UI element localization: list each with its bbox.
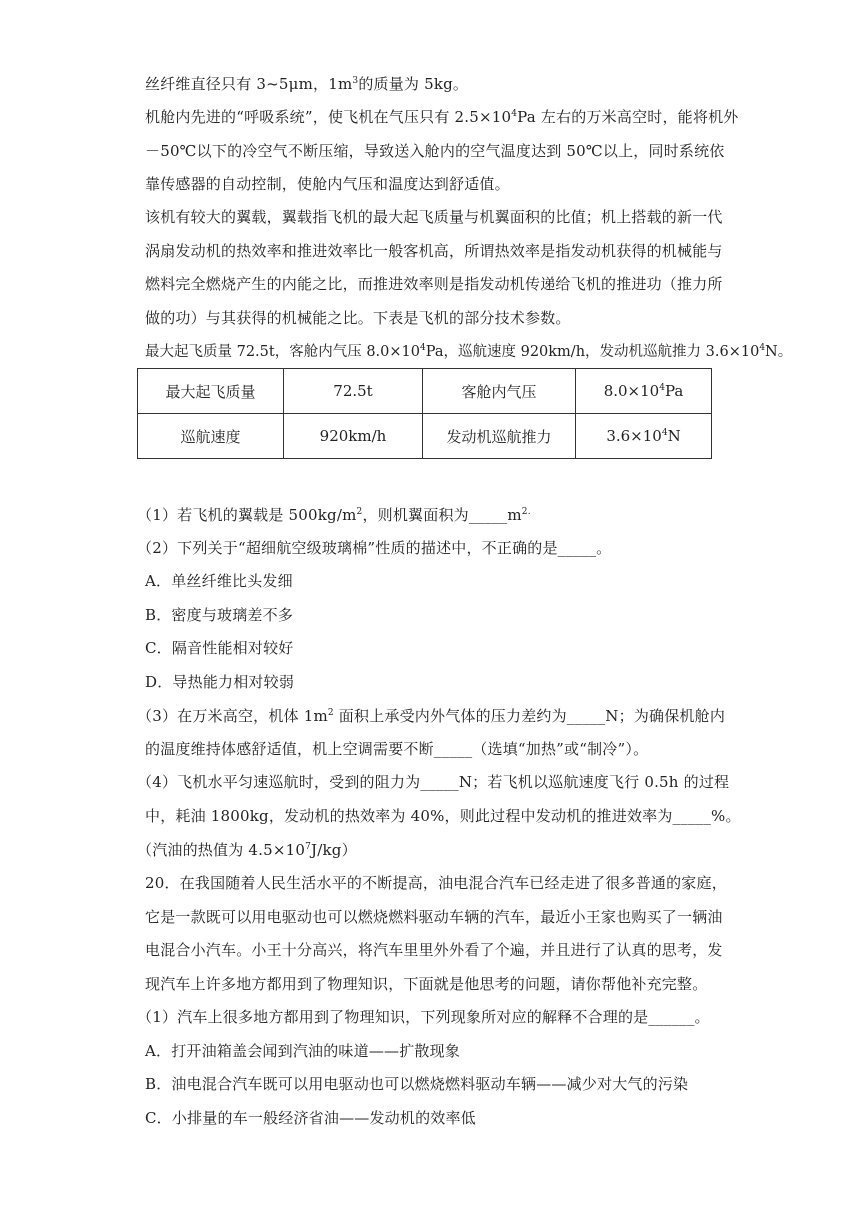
question-line: （3）在万米高空，机体 $1m^2$ 面积上承受内外气体的压力差约为_____N；为确保机舱内 [137, 707, 726, 725]
table-cell: 发动机巡航推力 [423, 414, 576, 459]
table-row [138, 414, 712, 459]
passage-line: 机舱内先进的“呼吸系统”，使飞机在气压只有 $2.5\times 10^4Pa$ 左右的万米高空时，能将机外 [145, 108, 739, 126]
question-20-stem: 现汽车上许多地方都用到了物理知识，下面就是他思考的问题，请你帮他补充完整。 [145, 975, 708, 993]
passage-line: 最大起飞质量 72.5t，客舱内气压 $8.0\times 10^4Pa$，巡航速度 920km/h，发动机巡航推力 $3.6\times 10^4N$。 [145, 343, 793, 360]
question-20-stem: 20．在我国随着人民生活水平的不断提高，油电混合汽车已经走进了很多普通的家庭， [145, 874, 727, 892]
question-line: （1）若飞机的翼载是 $500kg/m^2$，则机翼面积为$\_\_\_\_\_m^{2.}$ [137, 506, 531, 524]
question-line: （1）汽车上很多地方都用到了物理知识，下列现象所对应的解释不合理的是______。 [137, 1008, 710, 1026]
passage-line: 该机有较大的翼载，翼载指飞机的最大起飞质量与机翼面积的比值；机上搭载的新一代 [145, 208, 723, 226]
option-c: C．小排量的车一般经济省油——发动机的效率低 [145, 1109, 476, 1127]
passage-line: 靠传感器的自动控制，使舱内气压和温度达到舒适值。 [145, 175, 510, 193]
option-a: A．单丝纤维比头发细 [145, 572, 293, 590]
option-c: C．隔音性能相对较好 [145, 639, 294, 657]
spec-table [137, 368, 712, 459]
table-cell: 72.5t [284, 369, 423, 414]
passage-line: 燃料完全燃烧产生的内能之比，而推进效率则是指发动机传递给飞机的推进功（推力所 [145, 275, 723, 293]
table-cell: 920km/h [284, 414, 423, 459]
table-cell: $3.6\times 10^4N$ [576, 414, 712, 459]
passage-line: 丝纤维直径只有 3~5μm，$1m^3$的质量为 5kg。 [145, 75, 469, 93]
option-b: B．密度与玻璃差不多 [145, 606, 294, 624]
question-20-stem: 电混合小汽车。小王十分高兴，将汽车里里外外看了个遍，并且进行了认真的思考，发 [145, 941, 723, 959]
table-row [138, 369, 712, 414]
question-line: （汽油的热值为 $4.5\times 10^7J/kg$） [137, 841, 357, 859]
table-cell: $8.0\times 10^4Pa$ [576, 369, 712, 414]
option-b: B．油电混合汽车既可以用电驱动也可以燃烧燃料驱动车辆——减少对大气的污染 [145, 1075, 689, 1093]
passage-line: 做的功）与其获得的机械能之比。下表是飞机的部分技术参数。 [145, 309, 571, 327]
question-line: （4）飞机水平匀速巡航时，受到的阻力为_____N；若飞机以巡航速度飞行 0.5h 的过程 [137, 773, 730, 791]
question-20-stem: 它是一款既可以用电驱动也可以燃烧燃料驱动车辆的汽车，最近小王家也购买了一辆油 [145, 908, 723, 926]
passage-line: －50℃以下的冷空气不断压缩，导致送入舱内的空气温度达到 50℃以上，同时系统依 [145, 142, 725, 160]
option-a: A．打开油箱盖会闻到汽油的味道——扩散现象 [145, 1042, 461, 1060]
question-line: 的温度维持体感舒适值，机上空调需要不断_____（选填“加热”或“制冷”）。 [145, 740, 649, 758]
question-line: 中，耗油 1800kg，发动机的热效率为 40%，则此过程中发动机的推进效率为_____%。 [145, 807, 741, 825]
table-cell: 最大起飞质量 [138, 369, 284, 414]
passage-line: 涡扇发动机的热效率和推进效率比一般客机高，所谓热效率是指发动机获得的机械能与 [145, 242, 723, 260]
table-cell: 客舱内气压 [423, 369, 576, 414]
question-line: （2）下列关于“超细航空级玻璃棉”性质的描述中，不正确的是_____。 [137, 539, 612, 557]
option-d: D．导热能力相对较弱 [145, 673, 295, 691]
table-cell: 巡航速度 [138, 414, 284, 459]
